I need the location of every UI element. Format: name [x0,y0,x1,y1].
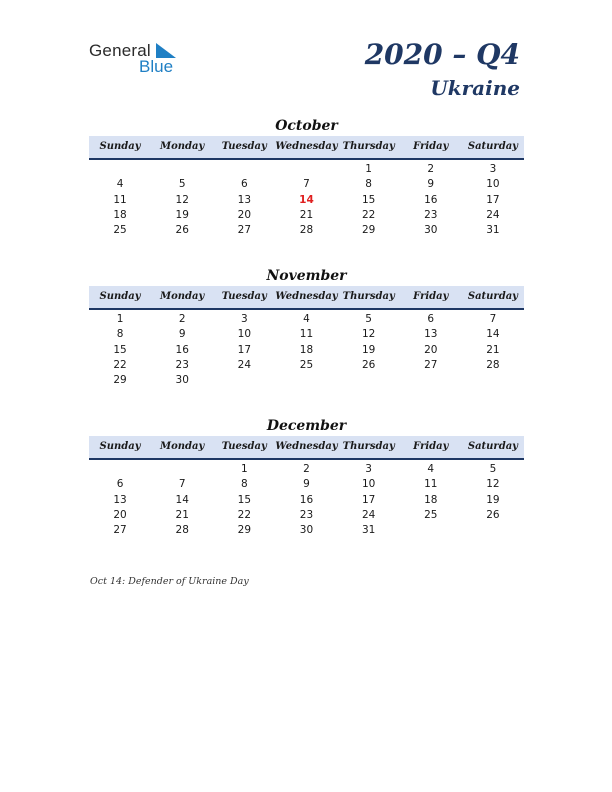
weekday-tuesday: Tuesday [221,291,267,302]
date-cell: 4 [116,178,124,191]
empty-cell [462,373,524,388]
date-cell: 30 [424,224,438,237]
weekday-friday: Friday [413,441,449,452]
date-cell: 20 [424,343,438,356]
month-name: December [266,418,347,434]
date-cell: 3 [241,313,248,325]
weekday-sunday: Sunday [99,141,141,152]
date-cell: 22 [361,208,376,221]
date-cell: 23 [424,208,438,221]
weekday-monday: Monday [160,441,205,452]
date-cell: 5 [489,463,497,475]
empty-cell [89,462,151,477]
date-cell: 15 [237,493,252,506]
empty-cell [462,523,524,538]
date-cell: 25 [424,508,438,521]
date-cell: 9 [178,328,186,341]
month-october [89,116,524,238]
date-cell: 12 [486,478,500,491]
date-cell: 4 [303,313,310,325]
date-cell: 7 [489,313,497,325]
date-cell: 19 [486,493,500,506]
weekday-thursday: Thursday [342,441,395,452]
week-row [89,312,524,327]
date-cell: 20 [113,508,127,521]
date-cell: 15 [361,193,376,206]
date-cell: 27 [424,358,438,371]
empty-cell [213,162,275,177]
date-cell: 7 [303,178,310,191]
date-cell: 1 [116,313,124,325]
date-cell: 11 [424,478,438,491]
weekday-header-row [89,286,524,310]
logo-text-blue: Blue [139,57,174,76]
date-cell: 17 [361,493,376,506]
date-cell: 18 [113,208,127,221]
date-cell: 22 [237,508,252,521]
date-cell: 26 [486,508,500,521]
date-cell: 24 [361,508,376,521]
empty-cell [89,162,151,177]
date-cell: 10 [486,178,500,191]
weekday-monday: Monday [160,141,205,152]
month-name: October [275,118,338,134]
date-cell: 23 [175,358,189,371]
weekday-saturday: Saturday [467,141,518,152]
weekday-tuesday: Tuesday [221,441,267,452]
date-cell: 8 [241,478,248,491]
date-cell: 8 [365,178,372,191]
weekday-thursday: Thursday [342,291,395,302]
date-cell: 27 [237,224,252,237]
date-cell: 31 [361,524,376,537]
week-row [89,373,524,388]
week-row [89,177,524,192]
date-cell: 30 [175,374,189,387]
date-cell: 16 [299,493,314,506]
date-cell: 9 [303,478,310,491]
date-cell: 15 [113,343,127,356]
weekday-friday: Friday [413,141,449,152]
date-cell: 14 [486,328,500,341]
weekday-header-row [89,436,524,460]
week-row [89,508,524,523]
date-cell: 6 [241,178,248,191]
date-cell: 6 [116,478,124,491]
date-cell: 10 [361,478,376,491]
empty-cell [213,373,275,388]
date-cell: 28 [486,358,500,371]
date-cell: 13 [237,193,252,206]
week-row [89,523,524,538]
date-cell: 26 [361,358,376,371]
month-november [89,266,524,388]
date-cell: 3 [365,463,372,475]
date-cell: 26 [175,224,189,237]
country-title: Ukraine [430,76,520,100]
weekday-friday: Friday [413,291,449,302]
date-cell: 21 [299,208,314,221]
week-row [89,358,524,373]
logo-text-general: General [89,41,151,60]
date-cell: 31 [486,224,500,237]
empty-cell [275,373,337,388]
date-cell: 24 [486,208,500,221]
date-cell: 5 [365,313,372,325]
date-cell: 19 [361,343,376,356]
date-cell: 6 [427,313,435,325]
empty-cell [400,523,462,538]
week-row [89,162,524,177]
date-cell: 4 [427,463,435,475]
empty-cell [151,162,213,177]
date-cell: 12 [361,328,376,341]
date-cell: 25 [299,358,314,371]
date-cell: 17 [237,343,252,356]
date-cell: 21 [486,343,500,356]
date-cell: 8 [116,328,124,341]
date-cell: 29 [113,374,127,387]
month-december [89,416,524,538]
week-row [89,208,524,223]
date-cell: 1 [365,163,372,175]
holiday-date: 14 [299,193,314,206]
date-cell: 25 [113,224,127,237]
weekday-sunday: Sunday [99,291,141,302]
date-cell: 14 [175,493,189,506]
date-cell: 23 [299,508,314,521]
weekday-monday: Monday [160,291,205,302]
date-cell: 17 [486,193,500,206]
date-cell: 27 [113,524,127,537]
date-cell: 24 [237,358,252,371]
date-cell: 9 [427,178,435,191]
date-cell: 16 [175,343,189,356]
date-cell: 29 [361,224,376,237]
date-cell: 28 [175,524,189,537]
date-cell: 19 [175,208,189,221]
date-cell: 18 [424,493,438,506]
weekday-wednesday: Wednesday [275,141,338,152]
weekday-saturday: Saturday [467,291,518,302]
week-row [89,193,524,208]
empty-cell [275,162,337,177]
date-cell: 5 [178,178,186,191]
date-cell: 13 [113,493,127,506]
weekday-sunday: Sunday [99,441,141,452]
holiday-notes [90,576,249,587]
date-cell: 2 [427,163,435,175]
date-cell: 30 [299,524,314,537]
date-cell: 20 [237,208,252,221]
weekday-thursday: Thursday [342,141,395,152]
date-cell: 28 [299,224,314,237]
date-cell: 2 [178,313,186,325]
week-row [89,343,524,358]
week-row [89,327,524,342]
month-name: November [266,268,347,284]
weekday-tuesday: Tuesday [221,141,267,152]
date-cell: 1 [241,463,248,475]
page-title: 2020 – Q4 [364,38,520,71]
date-cell: 11 [299,328,314,341]
date-cell: 22 [113,358,127,371]
holiday-note: Oct 14: Defender of Ukraine Day [90,576,249,587]
date-cell: 10 [237,328,252,341]
brand-logo [89,40,199,80]
date-cell: 2 [303,463,310,475]
empty-cell [151,462,213,477]
weekday-wednesday: Wednesday [275,441,338,452]
date-cell: 13 [424,328,438,341]
weekday-saturday: Saturday [467,441,518,452]
weekday-header-row [89,136,524,160]
date-cell: 3 [489,163,497,175]
week-row [89,477,524,492]
weekday-wednesday: Wednesday [275,291,338,302]
date-cell: 21 [175,508,189,521]
date-cell: 12 [175,193,189,206]
week-row [89,462,524,477]
empty-cell [338,373,400,388]
date-cell: 7 [178,478,186,491]
date-cell: 18 [299,343,314,356]
date-cell: 11 [113,193,127,206]
week-row [89,493,524,508]
week-row [89,223,524,238]
date-cell: 16 [424,193,438,206]
date-cell: 29 [237,524,252,537]
empty-cell [400,373,462,388]
